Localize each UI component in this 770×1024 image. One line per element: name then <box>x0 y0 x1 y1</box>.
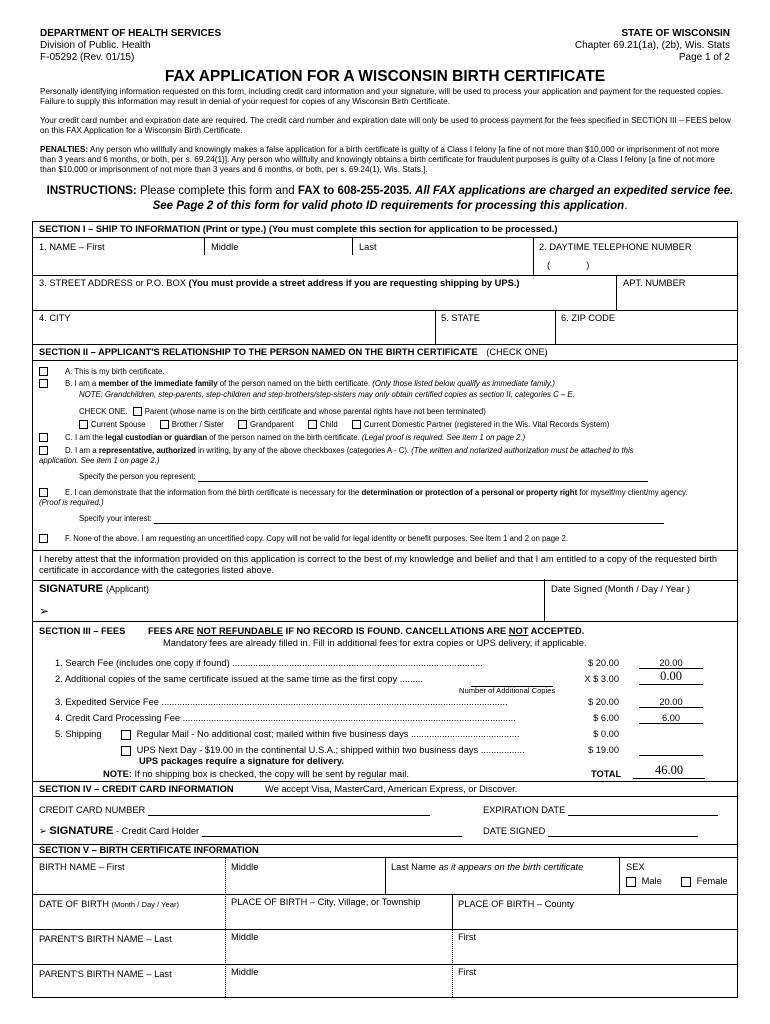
intro-paragraph-1: Personally identifying information requested on this form, including credit card information and your signature, will be used to process your application and payment for the requested copies. Failure to supply this information may result in denial of your request for copies of any Wisconsin Birth Certificate. <box>40 87 724 107</box>
checkbox-female[interactable] <box>681 877 691 887</box>
option-c-bold: legal custodian or guardian <box>105 433 208 442</box>
form-number: F-05292 (Rev. 01/15) <box>40 52 135 63</box>
option-b-post: of the person named on the birth certificate. <box>219 379 371 388</box>
section-1 <box>32 221 738 345</box>
attestation <box>32 550 738 581</box>
ups-amount[interactable] <box>639 745 703 756</box>
expiration-label: EXPIRATION DATE <box>483 805 566 815</box>
parent1-last-label[interactable]: PARENT'S BIRTH NAME – Last <box>39 934 172 944</box>
street-address-label[interactable] <box>39 278 519 289</box>
female-label: Female <box>696 876 728 886</box>
check-one-parent[interactable] <box>79 407 486 417</box>
spouse-label: Current Spouse <box>91 420 146 429</box>
section-4 <box>32 781 738 845</box>
ups-signature-note: UPS packages require a signature for delivery. <box>139 756 344 766</box>
phone-label[interactable]: 2. DAYTIME TELEPHONE NUMBER <box>539 242 692 252</box>
signature-label: SIGNATURE <box>39 583 103 595</box>
option-d-italic: (The written and notarized authorization must be attached to this application. See item 1 on page 2.) <box>39 446 634 465</box>
applicant-signature[interactable] <box>39 584 149 595</box>
penalties-text: Any person who willfully and knowingly makes a false application for a birth certificate is guilty of a Class I felony [a fine of not more than $10,000 or imprisonment of not more than 3 years and 6 months, or both, per s. 69.24(1)]. Any person who willfully and knowingly obtains a birth certificate for fraudulent purposes is guilty of a Class I felony [a fine of not more than $10,000 or imprisonment of not more than 3 years and 6 months, or both, per s. 69.24(1), Wis. Stats.]. <box>40 145 720 175</box>
option-d-bold: representative, authorized <box>98 446 196 455</box>
option-e-bold: determination or protection of a personal or property right <box>361 488 578 497</box>
expedited-fee-label: 3. Expedited Service Fee ...................................................................................................................................... <box>55 697 508 707</box>
accepted-cards: We accept Visa, MasterCard, American Express, or Discover. <box>265 784 518 794</box>
specify-person-line[interactable] <box>198 481 648 482</box>
state-name: STATE OF WISCONSIN <box>621 28 730 39</box>
department-name: DEPARTMENT OF HEALTH SERVICES <box>40 28 222 39</box>
family-options <box>79 420 609 430</box>
expiration-line[interactable] <box>568 815 718 816</box>
cc-signature-line[interactable] <box>202 836 462 837</box>
checkbox-sibling[interactable] <box>160 420 169 429</box>
checkbox-e[interactable] <box>39 488 48 497</box>
notice-pre: FEES ARE <box>148 626 195 636</box>
checkbox-male[interactable] <box>626 877 636 887</box>
expiration-field[interactable] <box>483 805 718 816</box>
option-b-italic: (Only those listed below qualify as immediate family.) <box>372 379 556 388</box>
cc-arrow-icon: ➢ <box>39 826 47 836</box>
instructions-label: INSTRUCTIONS: <box>46 185 137 197</box>
option-b-note <box>79 390 575 400</box>
ups-price: $ 19.00 <box>587 745 619 755</box>
shipping-note <box>103 769 409 780</box>
parent1-first-label[interactable]: First <box>458 932 477 942</box>
option-c-pre: C. I am the <box>65 433 104 442</box>
option-d-post: in writing, by any of the above checkboxes (categories A - C). <box>198 446 410 455</box>
sex-label: SEX <box>626 862 645 872</box>
birth-last-name-label[interactable] <box>391 862 583 873</box>
sibling-label: Brother / Sister <box>171 420 224 429</box>
cc-number-field[interactable] <box>39 805 430 816</box>
checkbox-regular-mail[interactable] <box>121 730 131 740</box>
instructions: INSTRUCTIONS: Please complete this form and FAX to 608-255-2035. All FAX applications are charged an expedited service fee. See Page 2 of this form for valid photo ID requirements for processing this application. <box>46 185 734 212</box>
cardholder-signature-field[interactable] <box>39 826 462 837</box>
notice-post: ACCEPTED. <box>530 626 585 636</box>
section-2-heading-text: SECTION II – APPLICANT'S RELATIONSHIP TO THE PERSON NAMED ON THE BIRTH CERTIFICATE <box>39 347 478 357</box>
penalties-paragraph <box>40 145 732 176</box>
specify-person[interactable] <box>79 472 648 482</box>
name-middle-label[interactable]: Middle <box>211 242 239 252</box>
option-e-pre: E. I can demonstrate that the information from the birth certificate is necessary for the <box>65 488 360 497</box>
option-b-bold: member of the immediate family <box>98 379 218 388</box>
checkbox-child[interactable] <box>308 420 317 429</box>
option-c-post: of the person named on the birth certificate. <box>209 433 360 442</box>
street-note: (You must provide a street address if you are requesting shipping by UPS.) <box>188 278 520 288</box>
cc-fee-amount[interactable]: 6.00 <box>639 713 703 724</box>
signature-sub: (Applicant) <box>106 584 150 594</box>
cc-signature-sub: - Credit Card Holder <box>115 826 200 836</box>
number-copies-caption: Number of Additional Copies <box>459 686 556 695</box>
option-a[interactable] <box>39 367 165 377</box>
option-e[interactable] <box>39 488 699 508</box>
regular-mail-price: $ 0.00 <box>593 729 619 739</box>
section-1-heading: SECTION I – SHIP TO INFORMATION (Print or type.) (You must complete this section for application to be processed.) <box>39 224 558 234</box>
partner-label: Current Domestic Partner (registered in the Wis. Vital Records System) <box>363 420 610 429</box>
specify-person-label: Specify the person you represent: <box>79 472 196 481</box>
search-fee-label: 1. Search Fee (includes one copy if found) ................................................................................................. <box>55 658 483 668</box>
checkbox-a[interactable] <box>39 367 48 376</box>
no-refund-notice <box>148 626 584 636</box>
specify-interest[interactable] <box>79 514 664 524</box>
pob-county-label[interactable]: PLACE OF BIRTH – County <box>458 899 575 909</box>
specify-interest-line[interactable] <box>154 523 664 524</box>
signature-block <box>32 579 738 622</box>
section-2-heading <box>39 347 548 357</box>
specify-interest-label: Specify your interest: <box>79 514 152 523</box>
ups-option[interactable] <box>121 745 581 756</box>
parent1-middle-label[interactable]: Middle <box>231 932 259 942</box>
section-3-heading: SECTION III – FEES <box>39 626 126 636</box>
additional-copies-price: X $ 3.00 <box>584 674 619 684</box>
female-option[interactable] <box>681 876 728 887</box>
cc-fee-price: $ 6.00 <box>593 713 619 723</box>
option-f[interactable] <box>39 534 568 544</box>
checkbox-c[interactable] <box>39 433 48 442</box>
parent2-middle-label[interactable]: Middle <box>231 967 259 977</box>
section-2-check-one: (CHECK ONE) <box>486 347 548 357</box>
cc-number-label: CREDIT CARD NUMBER <box>39 805 146 815</box>
child-label: Child <box>319 420 338 429</box>
chapter-ref: Chapter 69.21(1a), (2b), Wis. Stats <box>574 40 730 51</box>
shipping-label: 5. Shipping <box>55 729 102 739</box>
instructions-line-2: See Page 2 of this form for valid photo ID requirements for processing this application <box>152 200 625 212</box>
parent2-first-label[interactable]: First <box>458 967 477 977</box>
search-fee-price: $ 20.00 <box>587 658 619 668</box>
checkbox-partner[interactable] <box>352 420 361 429</box>
intro-paragraph-2: Your credit card number and expiration date are required. The credit card number and expiration date will only be used to process payment for the fees specified in SECTION III – FEES below on this FAX Application for a Wisconsin Birth Certificate. <box>40 116 731 136</box>
option-a-label: A. This is my birth certificate. <box>65 367 165 376</box>
option-c-italic: (Legal proof is required. See item 1 on page 2.) <box>361 433 526 442</box>
fax-number: FAX to 608-255-2035 <box>297 185 410 197</box>
cc-fee-label: 4. Credit Card Processing Fee ................................................................................................................................. <box>55 713 516 723</box>
zip-label[interactable]: 6. ZIP CODE <box>561 313 616 323</box>
section-5-heading: SECTION V – BIRTH CERTIFICATE INFORMATION <box>39 845 259 855</box>
apt-number-label[interactable]: APT. NUMBER <box>623 278 686 288</box>
cc-date-signed-label: DATE SIGNED <box>483 826 546 836</box>
checkbox-b[interactable] <box>39 379 48 388</box>
header-left <box>40 28 221 64</box>
birth-middle-label[interactable]: Middle <box>231 862 259 872</box>
phone-parens: ( ) <box>547 260 590 270</box>
option-d[interactable] <box>39 446 669 466</box>
state-label[interactable]: 5. STATE <box>441 313 480 323</box>
notice-not-refundable: NOT REFUNDABLE <box>196 626 284 636</box>
option-b-note-text: NOTE: Grandchildren, step-parents, step-children and step-brothers/step-sisters may only obtain certified copies as section II, categories C – E. <box>79 390 575 399</box>
expedited-fee-price: $ 20.00 <box>587 697 619 707</box>
note-text: If no shipping box is checked, the copy will be sent by regular mail. <box>134 769 409 779</box>
date-signed-label[interactable]: Date Signed (Month / Day / Year ) <box>551 584 691 594</box>
dob-sub: (Month / Day / Year) <box>111 900 180 909</box>
instructions-text-2: . All FAX applications are charged an expedited service fee. <box>409 185 734 197</box>
last-name-italic: as it appears on the birth certificate <box>438 862 584 872</box>
header-right <box>575 28 730 64</box>
additional-copies-label: 2. Additional copies of the same certificate issued at the same time as the first copy ......... <box>55 674 423 684</box>
notice-not: NOT <box>508 626 529 636</box>
section-3 <box>32 621 738 782</box>
penalties-label: PENALTIES: <box>40 145 89 154</box>
section-5 <box>32 843 738 998</box>
name-last-label[interactable]: Last <box>359 242 377 252</box>
fees-subtext: Mandatory fees are already filled in. Fill in additional fees for extra copies or UPS delivery, if applicable. <box>163 638 587 648</box>
search-fee-amount[interactable]: 20.00 <box>639 658 703 669</box>
grandparent-label: Grandparent <box>249 420 294 429</box>
male-option[interactable] <box>626 876 662 887</box>
total-amount[interactable]: 46.00 <box>633 763 705 779</box>
notice-mid: IF NO RECORD IS FOUND. CANCELLATIONS ARE <box>285 626 507 636</box>
last-name-text: Last Name <box>391 862 436 872</box>
signature-arrow-icon: ➢ <box>39 604 50 618</box>
cc-number-line[interactable] <box>148 815 430 816</box>
option-d-pre: D. I am a <box>65 446 97 455</box>
checkbox-spouse[interactable] <box>79 420 88 429</box>
division-name: Division of Public. Health <box>40 40 151 51</box>
option-b[interactable] <box>39 379 729 389</box>
additional-copies-amount[interactable]: 0.00 <box>639 669 703 685</box>
section-4-heading: SECTION IV – CREDIT CARD INFORMATION <box>39 784 234 794</box>
dob-label[interactable] <box>39 899 179 910</box>
check-one-label: CHECK ONE. <box>79 407 128 416</box>
option-e-post: for myself/my client/my agency. <box>579 488 688 497</box>
birth-first-name-label[interactable]: BIRTH NAME – First <box>39 862 125 872</box>
checkbox-parent[interactable] <box>133 407 142 416</box>
pob-city-label[interactable]: PLACE OF BIRTH – City, Village, or Township <box>231 897 421 907</box>
ups-label: UPS Next Day - $19.00 in the continental U.S.A.; shipped within two business days ................. <box>136 745 525 755</box>
dob-text: DATE OF BIRTH <box>39 899 109 909</box>
attestation-text: I hereby attest that the information provided on this application is correct to the best of my knowledge and belief and that I am entitled to a copy of the requested birth certificate in accordance with the categories listed above. <box>39 554 718 575</box>
street-label-text: 3. STREET ADDRESS or P.O. BOX <box>39 278 186 288</box>
option-c[interactable] <box>39 433 525 443</box>
form-title: FAX APPLICATION FOR A WISCONSIN BIRTH CERTIFICATE <box>164 68 606 85</box>
checkbox-grandparent[interactable] <box>238 420 247 429</box>
male-label: Male <box>641 876 662 886</box>
checkbox-f[interactable] <box>39 534 48 543</box>
option-f-label: F. None of the above. I am requesting an uncertified copy. Copy will not be valid for legal identity or benefit purposes. See Item 1 and 2 on page 2. <box>65 534 569 543</box>
regular-mail-option[interactable] <box>121 729 581 740</box>
checkbox-ups[interactable] <box>121 746 131 756</box>
cc-signature-label: SIGNATURE <box>49 825 114 837</box>
city-label[interactable]: 4. CITY <box>39 313 71 323</box>
instructions-text-1: Please complete this form and <box>139 185 295 197</box>
option-e-italic: (Proof is required.) <box>39 498 104 507</box>
section-2 <box>32 343 738 551</box>
note-label: NOTE: <box>103 769 132 779</box>
parent-label: Parent (whose name is on the birth certificate and whose parental rights have not been terminated) <box>144 407 486 416</box>
cc-date-signed-line[interactable] <box>548 836 698 837</box>
regular-mail-label: Regular Mail - No additional cost; mailed within five business days .......................................... <box>136 729 520 739</box>
name-first-label[interactable]: 1. NAME – First <box>39 242 105 252</box>
page-number: Page 1 of 2 <box>678 52 730 63</box>
parent2-last-label[interactable]: PARENT'S BIRTH NAME – Last <box>39 969 172 979</box>
expedited-fee-amount[interactable]: 20.00 <box>639 697 703 708</box>
cc-date-signed-field[interactable] <box>483 826 698 837</box>
checkbox-d[interactable] <box>39 446 48 455</box>
total-label: TOTAL <box>591 769 622 779</box>
option-b-pre: B. I am a <box>65 379 97 388</box>
